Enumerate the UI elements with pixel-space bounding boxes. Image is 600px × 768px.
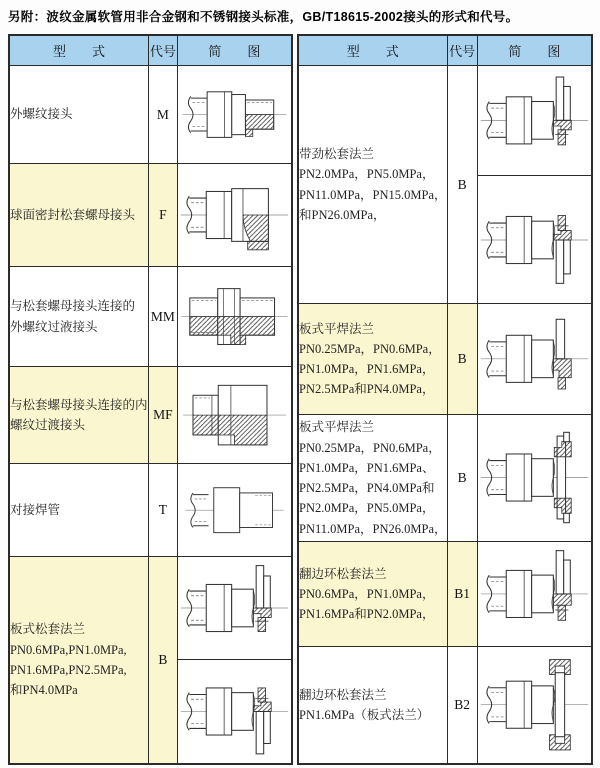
fitting-diagram-cell — [477, 647, 592, 764]
fitting-type-line: 与松套螺母接头连接的内 — [10, 397, 148, 412]
fitting-code-cell: B — [447, 304, 477, 415]
fitting-type-cell — [9, 66, 149, 164]
fitting-type-line: 带劲松套法兰 — [299, 147, 375, 161]
fitting-type-line: PN11.0MPa，PN26.0MPa， — [299, 521, 447, 536]
fitting-type-line: 板式松套法兰 — [10, 622, 86, 637]
fitting-type-cell — [9, 267, 149, 367]
fitting-type-line: 翻边环松套法兰 — [299, 687, 387, 702]
fitting-type-line: PN1.0MPa，PN1.6MPa， — [299, 362, 435, 376]
column-header-diagram: 简 图 — [477, 35, 592, 66]
fitting-diagram-cell — [177, 164, 292, 267]
column-header-code: 代号 — [447, 35, 477, 66]
fitting-diagram-cell — [477, 542, 592, 647]
fitting-type-line: PN1.6MPa和PN2.0MPa， — [299, 607, 435, 622]
fitting-type-line: PN11.0MPa，PN15.0MPa， — [299, 187, 447, 202]
fitting-type-line: 翻边环松套法兰 — [299, 566, 387, 581]
fitting-diagram-cell — [177, 267, 292, 367]
fitting-code-cell: B — [149, 557, 178, 764]
fitting-code-cell: B1 — [447, 542, 477, 647]
fitting-diagram-cell — [177, 464, 292, 557]
fitting-type-line: PN0.25MPa，PN0.6MPa， — [299, 341, 441, 356]
fitting-diagram-cell — [477, 176, 592, 304]
male-thread-joint-diagram — [178, 67, 291, 162]
fitting-code-cell: T — [149, 464, 178, 557]
flanged-ring-loose-flange-diagram — [478, 543, 591, 645]
column-header-type: 型 式 — [9, 35, 149, 66]
fitting-code-cell: MF — [149, 367, 178, 464]
fitting-diagram-cell — [477, 415, 592, 542]
fitting-code-cell: MM — [149, 267, 178, 367]
fitting-diagram-cell — [477, 304, 592, 415]
fitting-type-line: PN1.6MPa（板式法兰） — [299, 707, 430, 722]
fitting-code-cell: B — [447, 415, 477, 542]
fitting-type-line: 与松套螺母接头连接的 — [10, 299, 136, 314]
plate-loose-flange-upper-diagram — [178, 558, 291, 658]
fitting-type-line: PN1.6MPa,PN2.5MPa, — [10, 662, 127, 677]
neck-loose-flange-upper-diagram — [478, 67, 591, 174]
fitting-diagram-cell — [177, 557, 292, 660]
fitting-type-cell — [298, 647, 447, 764]
fitting-type-line: PN0.6MPa,PN1.0MPa, — [10, 642, 127, 657]
fitting-type-line: PN2.0MPa，PN5.0MPa， — [299, 501, 435, 516]
fitting-type-line: PN2.5MPa和PN4.0MPa， — [299, 382, 435, 397]
fitting-diagram-cell — [177, 66, 292, 164]
fitting-code-cell: M — [149, 66, 178, 164]
fitting-type-line: 螺纹过渡接头 — [10, 418, 86, 432]
fitting-type-line: 板式平焊法兰 — [299, 420, 375, 435]
fitting-type-line: PN0.6MPa，PN1.0MPa， — [299, 586, 435, 601]
fitting-type-cell — [298, 66, 447, 304]
tables-row — [8, 34, 593, 765]
fitting-diagram-cell — [477, 66, 592, 176]
fitting-type-cell — [9, 164, 149, 267]
male-female-adapter-diagram — [178, 368, 291, 462]
fitting-code-cell: F — [149, 164, 178, 267]
flat-weld-plate-flange-diagram — [478, 305, 591, 413]
neck-loose-flange-lower-diagram — [478, 177, 591, 302]
fitting-type-cell — [9, 367, 149, 464]
fitting-table-right — [297, 34, 593, 765]
fitting-type-line: 对接焊管 — [10, 502, 61, 517]
fitting-type-cell — [9, 557, 149, 764]
fitting-type-line: 外螺纹过液接头 — [10, 319, 98, 334]
plate-loose-flange-lower-diagram — [178, 661, 291, 762]
column-header-code: 代号 — [149, 35, 178, 66]
fitting-type-line: PN2.5MPa，PN4.0MPa和 — [299, 481, 435, 495]
fitting-type-line: 球面密封松套螺母接头 — [10, 207, 136, 222]
fitting-type-line: 板式平焊法兰 — [299, 321, 375, 336]
fitting-type-line: PN1.0MPa，PN1.6MPa、 — [299, 460, 435, 475]
fitting-code-cell: B2 — [447, 647, 477, 764]
fitting-type-line: 和PN26.0MPa， — [299, 207, 386, 222]
flanged-ring-plate-flange-diagram — [478, 648, 591, 762]
fitting-type-line: PN2.0MPa，PN5.0MPa， — [299, 167, 435, 182]
fitting-code-cell: B — [447, 66, 477, 304]
male-male-adapter-diagram — [178, 268, 291, 365]
butt-weld-pipe-diagram — [178, 465, 291, 555]
fitting-type-cell — [9, 464, 149, 557]
fitting-type-cell — [298, 304, 447, 415]
fitting-diagram-cell — [177, 660, 292, 764]
fitting-type-cell — [298, 542, 447, 647]
spherical-seal-nut-joint-diagram — [178, 165, 291, 265]
flat-weld-plate-flange-sym-diagram — [478, 416, 591, 540]
fitting-type-line: PN0.25MPa，PN0.6MPa， — [299, 440, 441, 455]
fitting-type-line: 和PN4.0MPa — [10, 683, 78, 697]
fitting-type-line: 外螺纹接头 — [10, 107, 73, 122]
fitting-table-left — [8, 34, 293, 765]
page-title: 另附：波纹金属软管用非合金钢和不锈钢接头标准，GB/T18615-2002接头的形式和代号。 — [8, 10, 519, 24]
fitting-diagram-cell — [177, 367, 292, 464]
column-header-type: 型 式 — [298, 35, 447, 66]
column-header-diagram: 简 图 — [177, 35, 292, 66]
fitting-type-cell — [298, 415, 447, 542]
